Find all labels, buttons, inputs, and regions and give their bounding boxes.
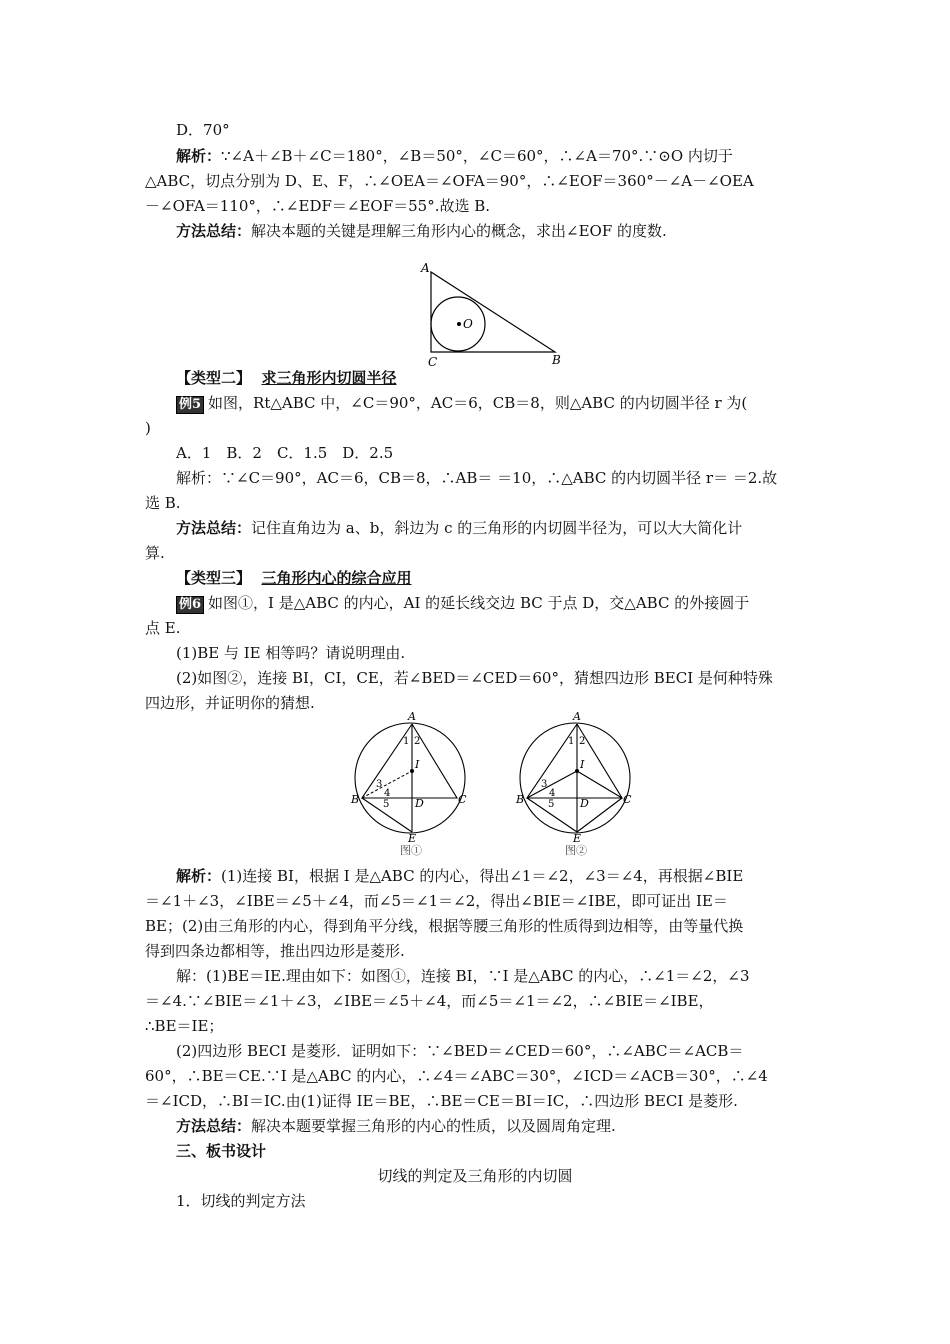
figure-1-circumcircle: [345, 708, 475, 858]
method-summary-1: [176, 221, 667, 241]
analysis6-line-3: BE；(2)由三角形的内心，得到角平分线，根据等腰三角形的性质得到边相等，由等量代换: [145, 917, 744, 935]
example6-line-2: 点 E.: [145, 619, 181, 637]
label-a: A: [421, 261, 430, 275]
type3-heading: [176, 568, 411, 588]
analysis-text: ∵∠A＋∠B＋∠C＝180°，∠B＝50°，∠C＝60°，∴∠A＝70°.∵⊙O 内切于: [221, 147, 733, 165]
label-b: B: [552, 353, 561, 367]
example5-analysis: 解析：∵∠C＝90°，AC＝6，CB＝8，∴AB＝ ＝10，∴△ABC 的内切圆半径 r＝ ＝2.故: [176, 469, 778, 487]
type3-title: 三角形内心的综合应用: [261, 569, 412, 587]
label-c: C: [428, 355, 438, 368]
triangle-abc: [431, 272, 555, 352]
label-i: I: [415, 758, 420, 771]
label-b: B: [516, 793, 525, 806]
example6-q2-end: 四边形，并证明你的猜想.: [145, 694, 315, 712]
label-5: 5: [548, 799, 555, 810]
label-c: C: [623, 793, 632, 806]
incenter-point: [575, 769, 579, 773]
board-title: 切线的判定及三角形的内切圆: [377, 1167, 573, 1185]
label-3: 3: [541, 779, 548, 790]
label-i: I: [580, 758, 585, 771]
example5-line: [176, 393, 747, 414]
label-2: 2: [414, 736, 421, 747]
method-summary-2-end: 算.: [145, 544, 165, 562]
method-label: 方法总结：: [176, 222, 252, 240]
option-d: D．70°: [176, 121, 230, 139]
label-a: A: [408, 710, 416, 723]
example6-text: 如图①，I 是△ABC 的内心，AI 的延长线交边 BC 于点 D，交△ABC 的外接圆于: [208, 594, 750, 612]
example6-badge: 例6: [176, 596, 204, 614]
label-4: 4: [549, 788, 556, 799]
label-1: 1: [568, 736, 575, 747]
example5-badge: 例5: [176, 396, 204, 414]
label-1: 1: [403, 736, 410, 747]
analysis6-line-1: [176, 866, 743, 886]
label-3: 3: [376, 779, 383, 790]
label-o: O: [463, 317, 473, 331]
analysis-line-1: [176, 146, 733, 166]
figure-right-triangle-incircle: [415, 258, 575, 368]
caption-fig2: 图②: [565, 844, 587, 857]
label-d: D: [415, 797, 424, 810]
analysis6-text: (1)连接 BI，根据 I 是△ABC 的内心，得出∠1＝∠2，∠3＝∠4，再根据∠BIE: [221, 867, 744, 885]
figure-2-rhombus: [510, 708, 640, 858]
example5-analysis-end: 选 B.: [145, 494, 181, 512]
solution-line-6: ＝∠ICD，∴BI＝IC.由(1)证得 IE＝BE，∴BE＝CE＝BI＝IC，∴四边形 BECI 是菱形.: [145, 1092, 738, 1110]
type2-label: 【类型二】: [176, 369, 252, 387]
method-summary-2: [176, 518, 742, 538]
center-point: [457, 322, 461, 326]
method-text-2: 记住直角边为 a、b，斜边为 c 的三角形的内切圆半径为，可以大大简化计: [251, 519, 743, 537]
example6-line: [176, 593, 749, 614]
label-4: 4: [384, 788, 391, 799]
solution-line-1: 解：(1)BE＝IE.理由如下：如图①，连接 BI，∵I 是△ABC 的内心，∴∠1＝∠2，∠3: [176, 967, 750, 985]
label-e: E: [408, 832, 417, 845]
method-summary-3: [176, 1116, 616, 1136]
incenter-point: [410, 769, 414, 773]
analysis6-line-2: ＝∠1＋∠3，∠IBE＝∠5＋∠4，而∠5＝∠1＝∠2，得出∠BIE＝∠IBE，即可证出 IE＝: [145, 892, 728, 910]
example6-q2: (2)如图②，连接 BI，CI，CE，若∠BED＝∠CED＝60°，猜想四边形 BECI 是何种特殊: [176, 669, 773, 687]
solution-line-2: ＝∠4.∵∠BIE＝∠1＋∠3，∠IBE＝∠5＋∠4，而∠5＝∠1＝∠2，∴∠BIE＝∠IBE，: [145, 992, 714, 1010]
line-ci: [577, 771, 622, 798]
analysis6-label: 解析：: [176, 867, 222, 885]
circumcircle: [355, 723, 465, 833]
solution-line-4: (2)四边形 BECI 是菱形．证明如下：∵∠BED＝∠CED＝60°，∴∠ABC＝∠ACB＝: [176, 1042, 744, 1060]
analysis-label: 解析：: [176, 147, 222, 165]
label-c: C: [458, 793, 467, 806]
label-a: A: [573, 710, 581, 723]
example5-options: A．1 B．2 C．1.5 D．2.5: [176, 444, 394, 462]
circumcircle: [520, 723, 630, 833]
solution-line-3: ∴BE＝IE；: [145, 1017, 224, 1035]
method-text-3: 解决本题要掌握三角形的内心的性质，以及圆周角定理.: [251, 1117, 616, 1135]
example5-text: 如图，Rt△ABC 中，∠C＝90°，AC＝6，CB＝8，则△ABC 的内切圆半径 r 为(: [208, 394, 748, 412]
analysis-line-2: △ABC，切点分别为 D、E、F，∴∠OEA＝∠OFA＝90°，∴∠EOF＝360°－∠A－∠OEA: [145, 172, 754, 190]
solution-line-5: 60°，∴BE＝CE.∵I 是△ABC 的内心，∴∠4＝∠ABC＝30°，∠ICD＝∠ACB＝30°，∴∠4: [145, 1067, 768, 1085]
label-2: 2: [579, 736, 586, 747]
caption-fig1: 图①: [400, 844, 422, 857]
type2-heading: [176, 368, 396, 388]
example6-q1: (1)BE 与 IE 相等吗？请说明理由.: [176, 644, 406, 662]
method-label-2: 方法总结：: [176, 519, 252, 537]
label-5: 5: [383, 799, 390, 810]
method-text: 解决本题的关键是理解三角形内心的概念，求出∠EOF 的度数.: [251, 222, 667, 240]
type2-title: 求三角形内切圆半径: [261, 369, 397, 387]
method-label-3: 方法总结：: [176, 1117, 252, 1135]
label-b: B: [351, 793, 360, 806]
analysis-line-3: －∠OFA＝110°，∴∠EDF＝∠EOF＝55°.故选 B.: [145, 197, 491, 215]
type3-label: 【类型三】: [176, 569, 252, 587]
section-board-design: 三、板书设计: [176, 1142, 267, 1160]
board-item-1: 1．切线的判定方法: [176, 1192, 306, 1210]
label-d: D: [580, 797, 589, 810]
example5-paren: ): [145, 419, 151, 437]
label-e: E: [573, 832, 582, 845]
analysis6-line-4: 得到四条边都相等，推出四边形是菱形.: [145, 942, 405, 960]
